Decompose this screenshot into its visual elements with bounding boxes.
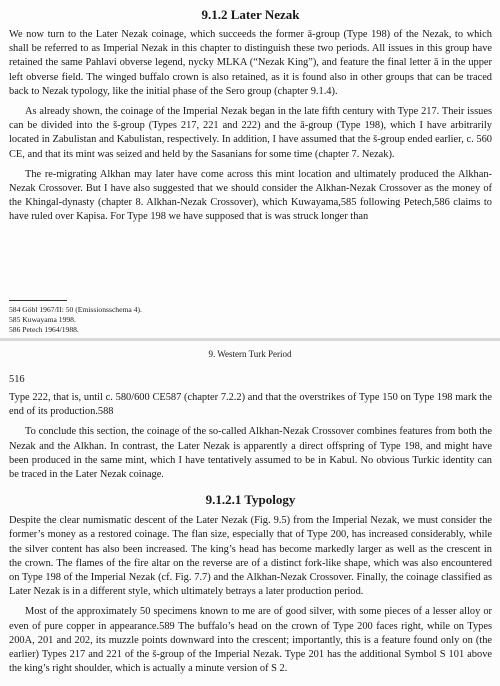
bottom-page-body [0, 341, 500, 676]
typology-paragraph-2: Most of the approximately 50 specimens known to me are of good silver, with some pieces of a lesser alloy or even of pure copper in appearance.589 The buffalo’s head on the crown of Type 200 faces right, while on Types 200A, 201 and 202, its muzzle points downward into the crescent; importantly, this is a feature found only on (the earlier) Types 217 and 221 of the š-group of the Imperial Nezak. Type 201 has the additional Symbol S 101 above the king’s right shoulder, which is actually a minute version of S 2. [9, 606, 492, 675]
footnote-584: 584 Göbl 1967/II: 50 (Emissionsschema 4). [9, 305, 142, 314]
paragraph-3: The re-migrating Alkhan may later have come across this mint location and ultimately produced the Alkhan-Nezak Crossover. But I have also suggested that we should consider the Alkhan-Nezak Crossover as the money of the Khingal-dynasty (chapter 8. Alkhan-Nezak Crossover), which Kuwayama,585 following Petech,586 claims to have ruled over Kapisa. For Type 198 we have supposed that is was struck longer than [9, 168, 492, 223]
footnote-rule [9, 300, 67, 301]
section-heading: 9.1.2 Later Nezak [201, 7, 300, 22]
running-head: 9. Western Turk Period [208, 349, 292, 359]
continued-paragraph: Type 222, that is, until c. 580/600 CE587 (chapter 7.2.2) and that the overstrikes of Type 150 on Type 198 mark the end of its production.588 [9, 392, 492, 418]
bottom-page [0, 341, 500, 686]
page-number: 516 [9, 374, 25, 385]
footnote-585: 585 Kuwayama 1998. [9, 315, 76, 324]
subsection-heading: 9.1.2.1 Typology [205, 492, 296, 508]
typology-paragraph-1: Despite the clear numismatic descent of the Later Nezak (Fig. 9.5) from the Imperial Nezak, we must consider the former’s money as a restored coinage. The flan size, especially that of Type 200, has increased considerably, while the silver content has also been increased. The king’s head has become markedly larger as well as the crescent in the crown. The flames of the fire altar on the reverse are of a distinct fork-like shape, which was also encountered on Type 198 of the Imperial Nezak (cf. Fig. 7.7) and the Alkhan-Nezak Crossover. Finally, the coinage classified as Later Nezak is in a different style, which ultimately betrays a later production period. [9, 515, 492, 598]
footnote-586: 586 Petech 1964/1988. [9, 325, 79, 334]
conclusion-paragraph: To conclude this section, the coinage of the so-called Alkhan-Nezak Crossover combines features from both the Nezak and the Alkhan. In contrast, the Later Nezak is apparently a direct offspring of Type 198, and might have been produced in the same mint, which I have tentatively assumed to be in Kabul. No obvious Turkic identity can be traced in the Later Nezak coinage. [9, 426, 492, 481]
top-page-body [0, 0, 500, 225]
paragraph-1: We now turn to the Later Nezak coinage, which succeeds the former ā-group (Type 198) of the Nezak, to which shall be referred to as Imperial Nezak in this chapter to distinguish these two periods. All issues in this group have retained the same Pahlavi obverse legend, nycky MLKA (“Nezak King”), and feature the final letter ā in the upper left obverse field. The winged buffalo crown is also retained, as it is found also in other groups that can be traced back to Nezak typology, like the initial phase of the Sero group (chapter 9.1.4). [9, 29, 492, 97]
footnotes [9, 300, 489, 335]
paragraph-2: As already shown, the coinage of the Imperial Nezak began in the late fifth century with Type 217. Their issues can be divided into the š-group (Types 217, 221 and 222) and the ā-group (Type 198), which I have arbitrarily located in Zabulistan and Kabulistan, respectively. In addition, I have assumed that the š-group ended earlier, c. 560 CE, and that its mint was seized and held by the Sasanians for some time (chapter 7. Nezak). [9, 106, 492, 160]
top-page [0, 0, 500, 340]
